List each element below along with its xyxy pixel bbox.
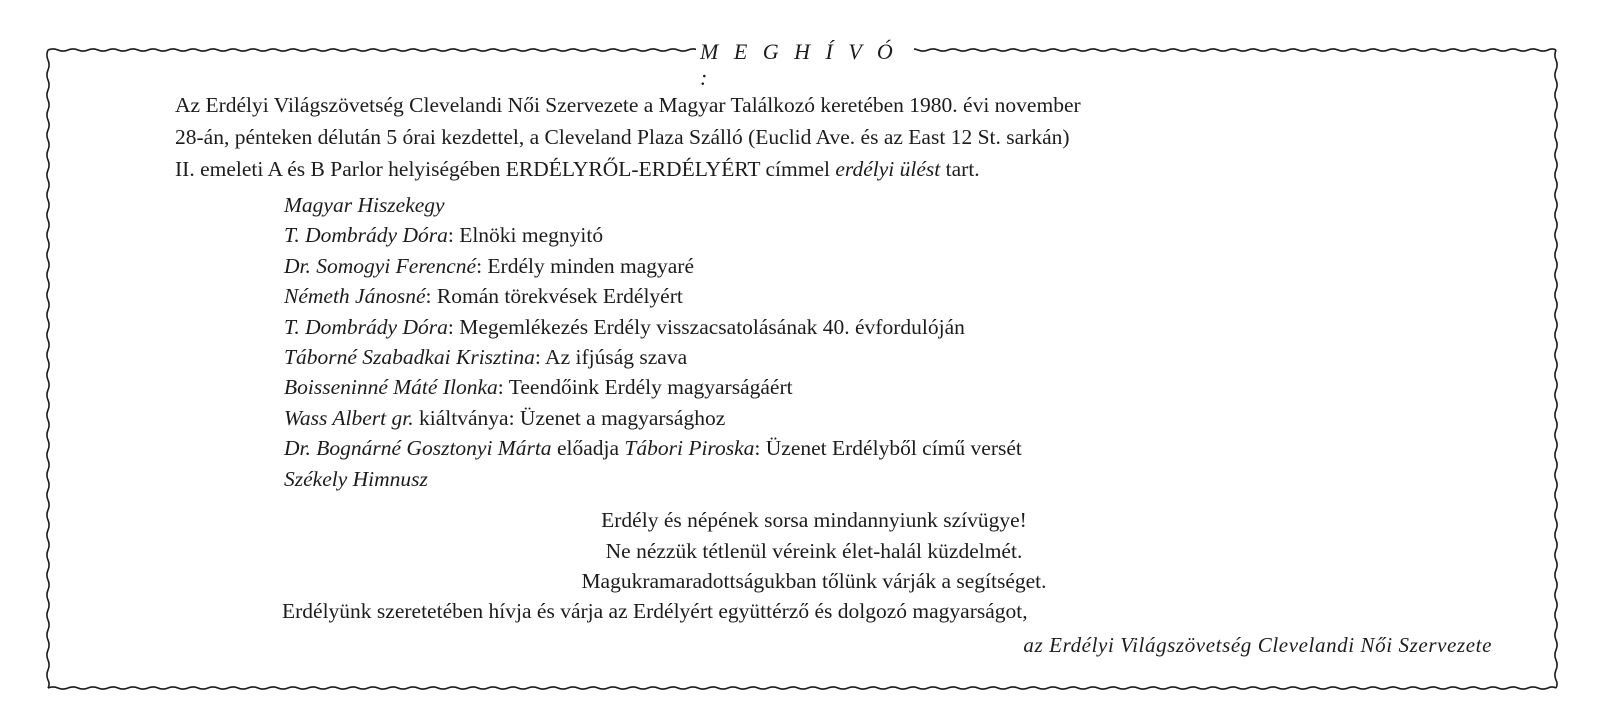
intro-line-3-end: tart. <box>940 157 980 181</box>
closing-line: Erdélyünk szeretetében hívja és várja az Erdélyért együttérző és dolgozó magyarságot, <box>282 599 1028 623</box>
program-speaker: Magyar Hiszekegy <box>284 193 445 217</box>
program-speaker: Székely Himnusz <box>284 466 428 491</box>
program-item <box>284 464 1384 494</box>
program-item <box>284 342 1384 372</box>
border-left <box>47 50 49 688</box>
program-topic-secondary: : Üzenet Erdélyből című versét <box>754 436 1022 461</box>
program-item <box>284 372 1384 402</box>
program-speaker: Dr. Somogyi Ferencné <box>284 253 477 278</box>
intro-line-2: 28-án, pénteken délután 5 órai kezdettel, a Cleveland Plaza Szálló (Euclid Ave. és az East 12 St. sarkán) <box>175 125 1070 149</box>
program-separator: : <box>476 253 488 278</box>
program-speaker: T. Dombrády Dóra <box>284 314 448 339</box>
program-speaker: Boisseninné Máté Ilonka <box>284 375 498 400</box>
program-speaker: Wass Albert gr. <box>284 405 414 430</box>
border-right <box>1555 50 1557 688</box>
program-topic: Román törekvések Erdélyért <box>436 284 683 309</box>
program-separator: : <box>447 223 460 248</box>
program-speaker-secondary: Tábori Piroska <box>624 436 755 461</box>
program-topic: előadja <box>556 436 625 461</box>
program-list <box>284 190 1384 494</box>
program-speaker: Dr. Bognárné Gosztonyi Márta <box>284 436 552 461</box>
intro-line-3-start: II. emeleti A és B Parlor helyiségében ERDÉLYRŐL-ERDÉLYÉRT címmel <box>175 157 836 181</box>
program-topic: Az ifjúság szava <box>545 345 688 370</box>
intro-line-1: Az Erdélyi Világszövetség Clevelandi Női Szervezete a Magyar Találkozó keretében 1980. évi november <box>175 93 1081 117</box>
program-topic: Megemlékezés Erdély visszacsatolásának 40. évfordulóján <box>459 314 965 339</box>
program-separator: : <box>447 314 460 339</box>
border-bottom <box>48 687 1556 689</box>
program-speaker: Táborné Szabadkai Krisztina <box>284 345 535 370</box>
program-item <box>284 251 1384 281</box>
intro-paragraph <box>175 89 1445 185</box>
appeal-line: Ne nézzük tétlenül véreink élet-halál küzdelmét. <box>605 538 1023 563</box>
signature-line: az Erdélyi Világszövetség Clevelandi Női Szervezete <box>1023 633 1492 657</box>
program-topic: Teendőink Erdély magyarságáért <box>508 375 793 400</box>
program-item <box>284 403 1384 433</box>
program-topic: Erdély minden magyaré <box>487 253 694 278</box>
program-speaker: T. Dombrády Dóra <box>284 223 448 248</box>
program-item <box>284 312 1384 342</box>
program-item <box>284 281 1384 311</box>
program-item <box>284 433 1384 463</box>
program-topic: kiáltványa: Üzenet a magyarsághoz <box>419 405 726 430</box>
program-separator: : <box>497 375 509 400</box>
intro-line-3 <box>175 153 1445 185</box>
program-separator: : <box>534 345 546 370</box>
program-item <box>284 220 1384 250</box>
appeal-line: Erdély és népének sorsa mindannyiunk szívügye! <box>601 508 1027 532</box>
appeal-lines <box>284 505 1344 597</box>
program-speaker: Németh Jánosné <box>284 284 426 309</box>
program-item <box>284 190 1384 220</box>
intro-line-3-italic: erdélyi ülést <box>835 157 941 181</box>
invitation-title: M E G H Í V Ó : <box>696 39 914 91</box>
appeal-line: Magukramaradottságukban tőlünk várják a segítséget. <box>581 569 1047 593</box>
program-topic: Elnöki megnyitó <box>459 223 604 248</box>
program-separator: : <box>425 284 437 309</box>
